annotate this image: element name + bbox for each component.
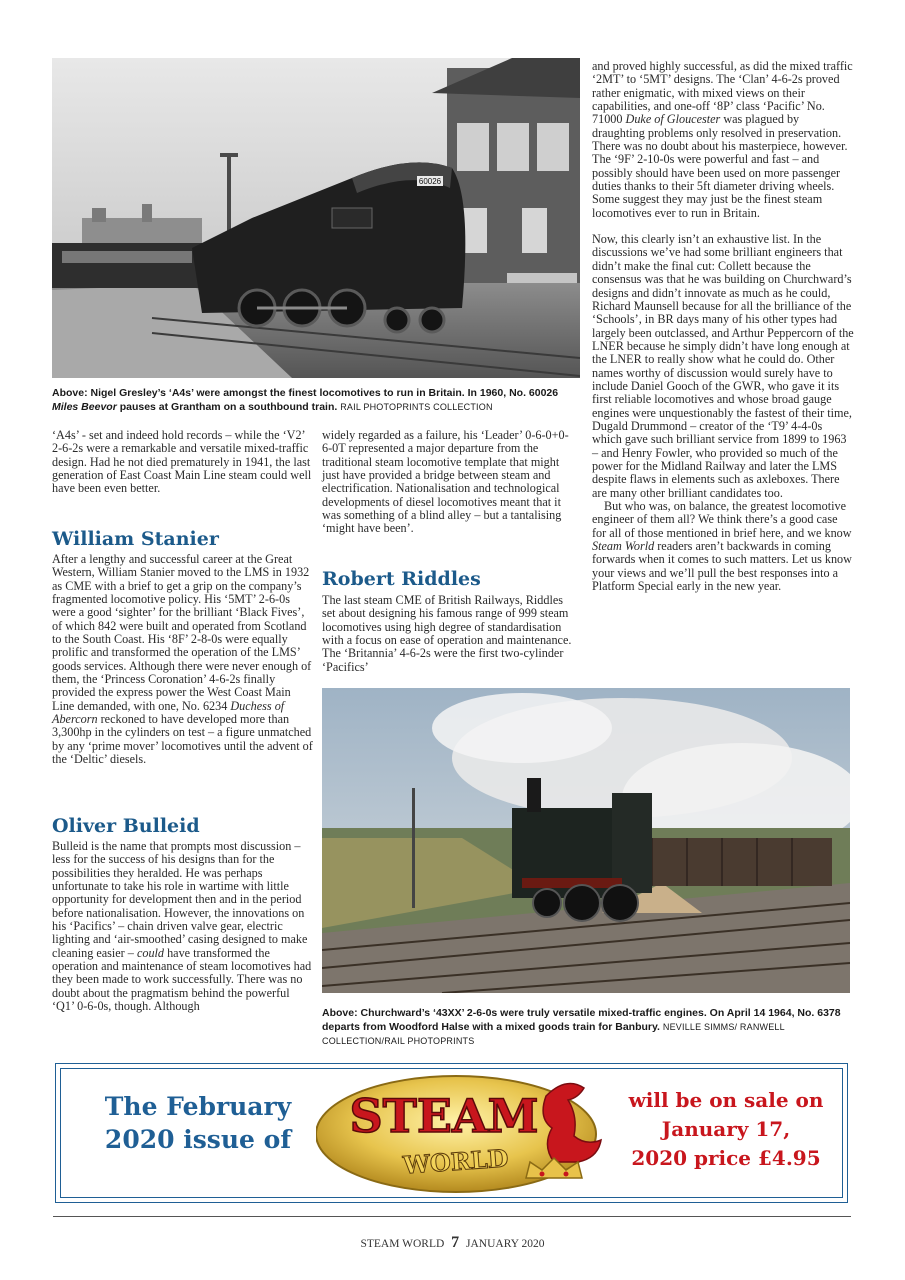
col2-intro: widely regarded as a failure, his ‘Leader’ 0-6-0+0-6-0T represented a major departure from the traditional steam locomotive template that might just have provided a bridge between steam and electrification. Nationalisation and technological developments of diesel locomotives meant that it was something of a blind alley – but a tantalising ‘might have been’. [322, 428, 569, 536]
stanier-paragraph: After a lengthy and successful career at the Great Western, William Stanier moved to the LMS in 1932 as CME with a brief to get a grip on the company’s fragmented locomotive policy. His ‘5MT’ 2-6-0s were a good ‘sighter’ for the brilliant ‘Black Fives’, of which 842 were built and operated from Scotland to the South Coast. His ‘8F’ 2-8-0s were equally prolific and transformed the operation of the LMS’ goods services. Although there were never enough of them, the ‘Princess Coronation’ 4-6-2s finally provided the express power the West Coast Main Line demanded, with one, No. 6234 Duchess of Abercorn reckoned to have developed more than 3,300hp in the cylinders on test – a figure unmatched by any ‘prime mover’ locomotives until the advent of the ‘Deltic’ diesels. [52, 552, 313, 767]
heading-robert-riddles: Robert Riddles [322, 568, 481, 590]
column-1-bulleid [52, 840, 314, 1013]
footer-issue-date: JANUARY 2020 [466, 1238, 545, 1250]
footer-magazine-name: STEAM WORLD [360, 1238, 445, 1250]
page-footer [0, 1234, 905, 1252]
riddles-paragraph: The last steam CME of British Railways, Riddles set about designing his famous range of 999 steam locomotives using high degree of standardisation with a focus on ease of operation and maintenance. The ‘Britannia’ 4-6-2s were the first two-cylinder ‘Pacifics’ [322, 593, 572, 674]
photo1-caption: Above: Nigel Gresley’s ‘A4s’ were amongst the finest locomotives to run in Britain. In 1960, No. 60026 Miles Beevor pauses at Grantham on a southbound train. RAIL PHOTOPRINTS COLLECTION [52, 387, 559, 413]
page-number: 7 [451, 1234, 460, 1251]
photo2-caption: Above: Churchward’s ‘43XX’ 2-6-0s were truly versatile mixed-traffic engines. On April 14 1964, No. 6378 departs from Woodford Halse with a mixed goods train for Banbury. NEVILLE SIMMS/ RANWELL COLLECTION/RAIL PHOTOPRINTS [322, 1007, 841, 1046]
heading-oliver-bulleid: Oliver Bulleid [52, 815, 200, 837]
column-3 [592, 60, 854, 593]
photo2-credit: NEVILLE SIMMS/ RANWELL COLLECTION/RAIL PHOTOPRINTS [322, 1022, 785, 1046]
col1-intro: ‘A4s’ - set and indeed hold records – while the ‘V2’ 2-6-2s were a remarkable and versatile mixed-traffic design. Had he not died prematurely in 1941, the last generation of East Coast Main Line steam could well have been even better. [52, 428, 312, 496]
photo-43xx-goods-train [322, 688, 850, 993]
photo-a4-locomotive [52, 58, 580, 378]
advert-left-text: The February 2020 issue of [104, 1092, 292, 1154]
column-2 [322, 429, 576, 536]
bulleid-paragraph: Bulleid is the name that prompts most discussion – less for the success of his designs than for the possibilities they heralded. He was perhaps unfortunate to take his role in wartime with little opportunity for development then and in the period before nationalisation. However, the innovations on his ‘Pacifics’ – chain driven valve gear, electric lighting and ‘air-smoothed’ casing designed to make cleaning easier – could have transformed the operation and maintenance of steam locomotives had they been made to work successfully. There was no doubt about the pragmatism behind the powerful ‘Q1’ 0-6-0s, though. Although [52, 839, 312, 1014]
col3-paragraph-2: Now, this clearly isn’t an exhaustive list. In the discussions we’ve had some brilliant engineers that didn’t make the final cut: Collett because the consensus was that he was building on Churchward’s designs and didn’t innovate as much as he could, Richard Maunsell because for all the brilliance of the ‘Schools’, in BR days many of his other types had largely been outclassed, and Arthur Peppercorn of the LNER because he simply didn’t have long enough at the LNER to really show what he could do. Other names worthy of discussion would surely have to include Daniel Gooch of the GWR, who gave it its first reliable locomotives and whose broad gauge engines were unquestionably the fastest of their time, Dugald Drummond – creator of the ‘T9’ 4-4-0s which gave such brilliant service from 1899 to 1963 – and Henry Fowler, who provided so much of the power for the Midland Railway and later the LMS despite flaws in elements such as axleboxes. There are many other brilliant candidates too. [592, 232, 854, 500]
engine-number-plate: 60026 [418, 177, 442, 186]
heading-william-stanier: William Stanier [52, 528, 219, 550]
logo-word-steam: STEAM [349, 1089, 539, 1143]
steam-world-advert [55, 1063, 848, 1203]
column-1 [52, 429, 314, 496]
photo1-credit: RAIL PHOTOPRINTS COLLECTION [340, 402, 493, 412]
col3-paragraph-1: and proved highly successful, as did the mixed traffic ‘2MT’ to ‘5MT’ designs. The ‘Clan’ 4-6-2s proved rather enigmatic, with mixed views on their capabilities, and one-off ‘8P’ class ‘Pacific’ No. 71000 Duke of Gloucester was plagued by draughting problems only resolved in preservation. There was no doubt about his masterpiece, however. The ‘9F’ 2-10-0s were powerful and fast – and possibly should have been used on more passenger duties thanks to their 5ft diameter driving wheels. Some suggest they may just be the finest steam locomotives ever to run in Britain. [592, 59, 853, 220]
column-1-stanier [52, 553, 314, 767]
steam-world-logo [316, 1066, 616, 1196]
advert-right-text: will be on sale on January 17, 2020 price £4.95 [628, 1088, 824, 1170]
column-2-riddles [322, 594, 576, 674]
footer-rule [53, 1216, 851, 1217]
logo-word-world: WORLD [402, 1143, 510, 1180]
col3-paragraph-3: But who was, on balance, the greatest locomotive engineer of them all? We think there’s a good case for all of those mentioned in brief here, and we know Steam World readers aren’t backwards in coming forwards when it comes to such matters. Let us know your views and we’ll pull the best responses into a Platform Special early in the new year. [592, 499, 852, 594]
